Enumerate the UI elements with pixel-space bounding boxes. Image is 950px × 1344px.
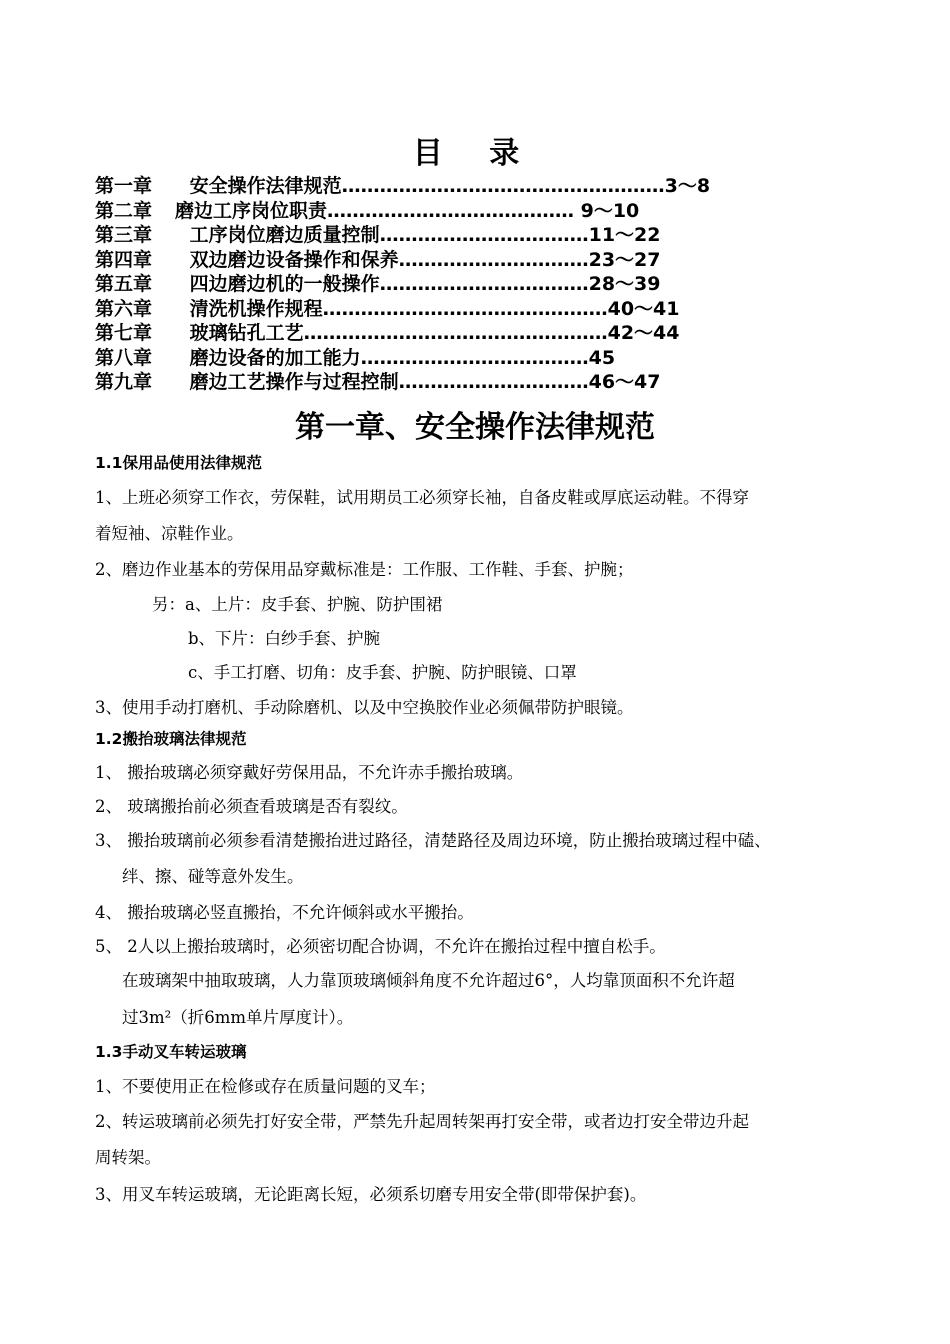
paragraph-line: 在玻璃架中抽取玻璃，人力靠顶玻璃倾斜角度不允许超过6°，人均靠顶面积不允许超 [122,971,735,990]
toc-item [95,272,795,297]
paragraph-line: 4、 搬抬玻璃必竖直搬抬，不允许倾斜或水平搬抬。 [95,903,474,922]
list-item: 另：a、上片：皮手套、护腕、防护围裙 [152,595,443,614]
paragraph-line: 着短袖、凉鞋作业。 [95,524,244,543]
toc-chapter-label: 第二章 [95,199,153,222]
toc-entry-text: 安全操作法律规范……………………………………………3～8 [183,175,711,197]
toc-entry-text: 清洗机操作规程………………………………………40～41 [183,297,680,320]
paragraph-line: 绊、擦、碰等意外发生。 [122,867,304,886]
toc-entry-text: 磨边工序岗位职责………………………………… 9～10 [175,199,640,222]
toc-entry-text: 四边磨边机的一般操作……………………………28～39 [183,273,661,295]
paragraph-line: 5、 2人以上搬抬玻璃时，必须密切配合协调，不允许在搬抬过程中擅自松手。 [95,937,666,956]
paragraph-line: 2、磨边作业基本的劳保用品穿戴标准是：工作服、工作鞋、手套、护腕； [95,560,634,579]
toc-entry-text: 磨边设备的加工能力………………………………45 [183,346,616,369]
paragraph-line: 3、 搬抬玻璃前必须参看清楚搬抬进过路径，清楚路径及周边环境，防止搬抬玻璃过程中磕、 [95,831,771,850]
toc-chapter-label: 第八章 [95,346,153,369]
toc-chapter-label: 第五章 [95,273,153,295]
paragraph-line: 1、 搬抬玻璃必须穿戴好劳保用品，不允许赤手搬抬玻璃。 [95,763,524,782]
toc-item [95,174,795,199]
paragraph-line: 过3m²（折6mm单片厚度计）。 [122,1008,354,1027]
toc-chapter-label: 第四章 [95,248,153,271]
paragraph-line: 2、转运玻璃前必须先打好安全带，严禁先升起周转架再打安全带，或者边打安全带边升起 [95,1112,749,1131]
chapter-heading: 第一章、安全操作法律规范 [295,410,655,445]
toc-title: 目 录 [412,136,538,171]
toc-entry-text: 玻璃钻孔工艺…………………………………………42～44 [183,322,680,344]
toc-chapter-label: 第六章 [95,297,153,320]
toc-item [95,370,795,395]
paragraph-line: 1、上班必须穿工作衣，劳保鞋，试用期员工必须穿长袖，自备皮鞋或厚底运动鞋。不得穿 [95,488,749,507]
toc-chapter-label: 第三章 [95,224,153,246]
toc-item [95,346,795,371]
paragraph-line: 1、不要使用正在检修或存在质量问题的叉车； [95,1077,436,1096]
paragraph-line: 周转架。 [95,1148,161,1167]
paragraph-line: 3、使用手动打磨机、手动除磨机、以及中空换胶作业必须佩带防护眼镜。 [95,698,634,717]
toc-chapter-label: 第九章 [95,371,153,393]
toc-entry-text: 双边磨边设备操作和保养…………………………23～27 [183,248,661,271]
toc-item [95,248,795,273]
paragraph-line: 3、用叉车转运玻璃，无论距离长短，必须系切磨专用安全带(即带保护套)。 [95,1185,647,1204]
paragraph-line: 2、 玻璃搬抬前必须查看玻璃是否有裂纹。 [95,797,408,816]
toc-item [95,199,795,224]
list-item: c、手工打磨、切角：皮手套、护腕、防护眼镜、口罩 [188,663,577,682]
toc-chapter-label: 第一章 [95,175,153,197]
section-title: 1.2搬抬玻璃法律规范 [95,730,247,748]
section-title: 1.1保用品使用法律规范 [95,454,262,472]
toc-item [95,321,795,346]
toc-entry-text: 工序岗位磨边质量控制……………………………11～22 [183,224,661,246]
toc-chapter-label: 第七章 [95,322,153,344]
toc-item [95,223,795,248]
list-item: b、下片：白纱手套、护腕 [188,629,381,648]
toc-entry-text: 磨边工艺操作与过程控制…………………………46～47 [183,371,661,393]
table-of-contents [95,174,795,395]
toc-item [95,297,795,322]
section-title: 1.3手动叉车转运玻璃 [95,1043,247,1061]
